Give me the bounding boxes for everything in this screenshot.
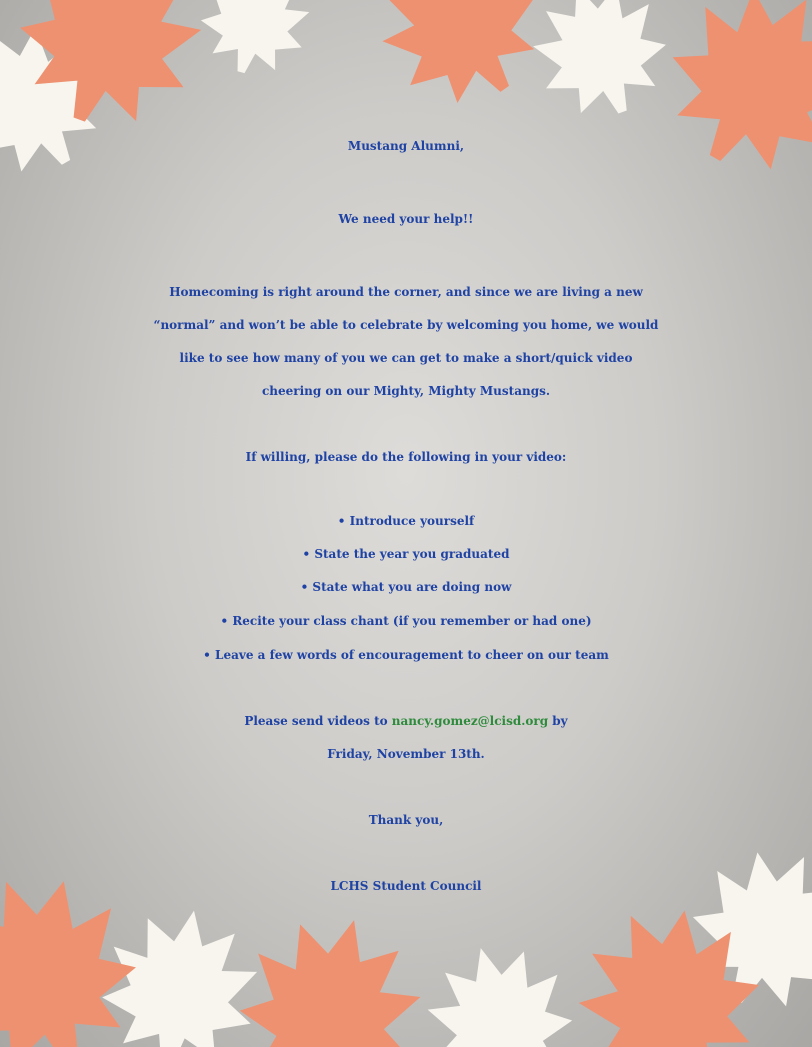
instruction-bullet: • State what you are doing now: [300, 580, 512, 594]
instruction-bullet: • State the year you graduated: [302, 547, 510, 561]
leaf-white-decoration: [414, 930, 586, 1047]
signature: LCHS Student Council: [330, 879, 482, 893]
paragraph-line: cheering on our Mighty, Mighty Mustangs.: [261, 384, 551, 398]
instruction-bullet: • Leave a few words of encouragement to cheer on our team: [203, 648, 609, 662]
closing: Thank you,: [368, 813, 444, 827]
send-videos-line: [0, 714, 812, 728]
send-suffix: by: [548, 714, 568, 728]
paragraph-line: Homecoming is right around the corner, and since we are living a new: [169, 285, 643, 299]
flyer-subtitle: We need your help!!: [338, 212, 474, 226]
instruction-bullet: • Recite your class chant (if you remember or had one): [220, 614, 592, 628]
deadline: Friday, November 13th.: [327, 747, 485, 761]
instructions-intro: If willing, please do the following in your video:: [245, 450, 567, 464]
flyer-title: Mustang Alumni,: [347, 139, 465, 153]
leaf-orange-decoration: [352, 0, 566, 132]
leaf-white-decoration: [517, 0, 683, 134]
email-link[interactable]: nancy.gomez@lcisd.org: [391, 714, 549, 728]
leaf-orange-decoration: [640, 0, 812, 201]
paragraph-line: like to see how many of you we can get to make a short/quick video: [179, 351, 633, 365]
leaf-white-decoration: [191, 0, 320, 86]
instruction-bullet: • Introduce yourself: [337, 514, 475, 528]
paragraph-line: “normal” and won’t be able to celebrate by welcoming you home, we would: [153, 318, 659, 332]
send-prefix: Please send videos to: [244, 714, 392, 728]
